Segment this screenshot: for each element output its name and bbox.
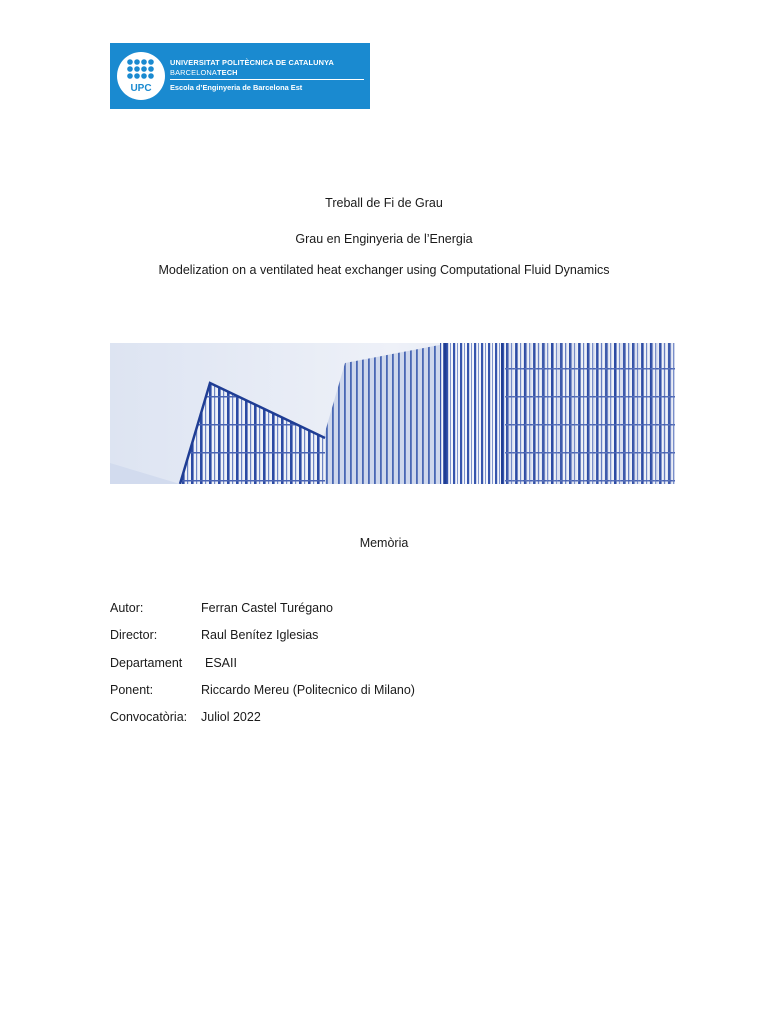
meta-key: Convocatòria: <box>110 710 188 725</box>
meta-value: Raul Benítez Iglesias <box>201 628 319 643</box>
logo-divider <box>170 79 364 80</box>
logo-tech: TECH <box>216 68 238 77</box>
meta-key: Director: <box>110 628 158 643</box>
degree-name: Grau en Enginyeria de l’Energia <box>295 232 473 246</box>
section-label: Memòria <box>359 536 409 550</box>
doc-type: Treball de Fi de Grau <box>325 196 443 210</box>
upc-mark-text: UPC <box>130 83 152 94</box>
meta-value: Juliol 2022 <box>201 710 261 725</box>
logo-university-name: UNIVERSITAT POLITÈCNICA DE CATALUNYA <box>170 58 335 67</box>
meta-value: ESAII <box>205 655 237 670</box>
logo-school-name: Escola d’Enginyeria de Barcelona Est <box>170 83 303 92</box>
logo-barcelonatech <box>170 68 238 77</box>
meta-key: Departament <box>110 655 183 670</box>
building-banner-image <box>110 343 675 484</box>
logo-barcelona: BARCELONA <box>170 68 217 77</box>
meta-value: Ferran Castel Turégano <box>201 601 334 615</box>
upc-logo <box>110 43 370 109</box>
meta-key: Autor: <box>110 601 144 615</box>
meta-value: Riccardo Mereu (Politecnico di Milano) <box>201 682 415 697</box>
thesis-title: Modelization on a ventilated heat exchanger using Computational Fluid Dynamics <box>158 263 610 277</box>
upc-logo-mark-icon <box>116 51 166 101</box>
meta-key: Ponent: <box>110 682 154 697</box>
